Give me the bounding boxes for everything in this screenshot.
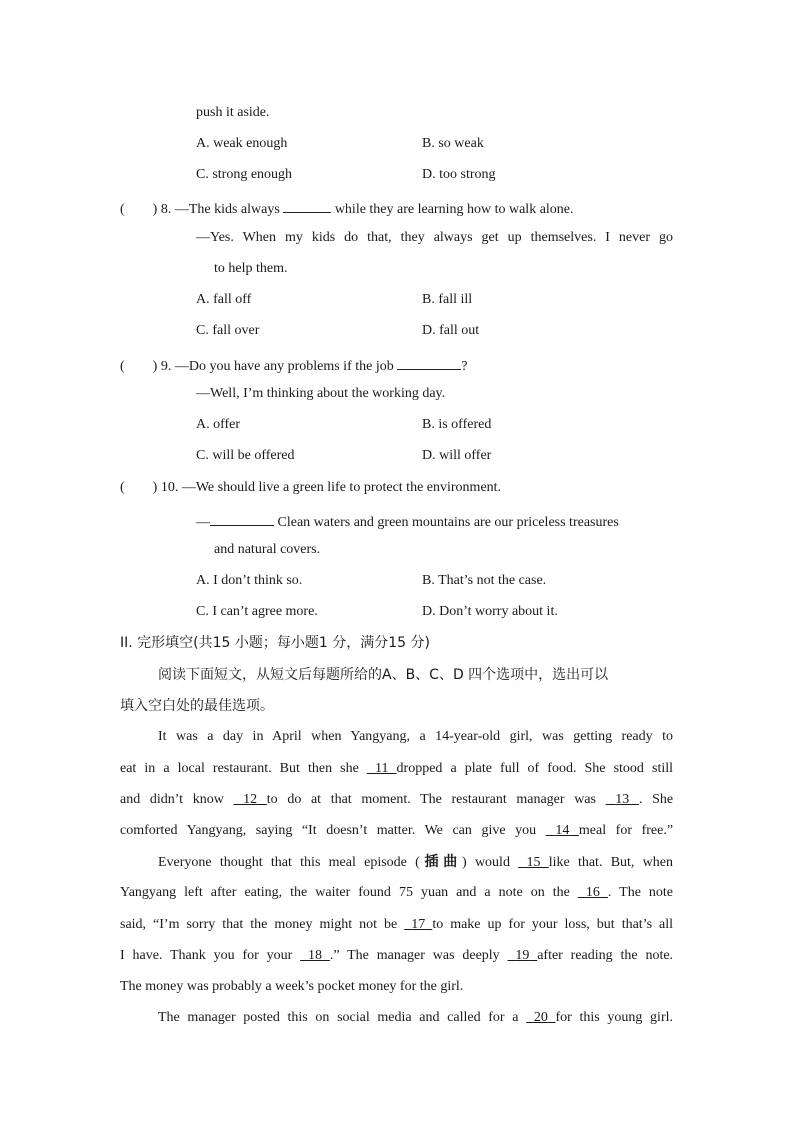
passage-text: to make up for your loss, but that’s all [432,917,674,932]
cloze-blank-15 [518,855,549,870]
cloze-number: 19 [515,948,530,963]
q7-option-a: A. weak enough [196,136,288,151]
cloze-blank-11 [367,761,397,776]
q8-stem-text-end: while they are learning how to walk alone. [334,202,574,217]
passage-line [158,1009,673,1027]
q8-option-d: D. fall out [422,323,480,338]
q9-option-a: A. offer [196,417,241,432]
cloze-number: 16 [585,885,600,900]
cloze-number: 13 [615,792,630,807]
passage-gloss: 插曲 [419,854,463,870]
q9-stem [120,354,467,376]
passage-text: . She [638,792,674,807]
passage-text: after reading the note. [537,948,674,963]
q10-option-a: A. I don’t think so. [196,573,303,588]
q8-stem [120,197,574,219]
passage-text: to do at that moment. The restaurant manager was [266,792,596,807]
passage-line [120,822,673,840]
q8-reply-line2: to help them. [214,261,288,276]
q8-reply-line1: —Yes. When my kids do that, they always get up themselves. I never go [196,230,673,245]
passage-text: . The note [607,885,674,900]
q10-reply-dash: — [196,515,210,530]
q9-stem-text-end: ? [461,359,468,374]
q8-option-c: C. fall over [196,323,260,338]
passage-line [158,853,673,872]
q10-reply-text: Clean waters and green mountains are our priceless treasures [277,515,619,530]
passage-text: .” The manager was deeply [329,948,500,963]
cloze-number: 20 [533,1010,548,1025]
cloze-number: 12 [243,792,258,807]
cloze-blank-20 [526,1010,555,1025]
q8-option-b: B. fall ill [422,292,473,307]
passage-line: It was a day in April when Yangyang, a 14-year-old girl, was getting ready to [158,729,673,744]
answer-paren: ( ) [120,480,158,495]
answer-blank [397,354,461,370]
cloze-blank-12 [233,792,266,807]
cloze-blank-18 [300,948,330,963]
q10-stem [120,479,501,497]
q10-option-c: C. I can’t agree more. [196,604,318,619]
passage-line [120,791,673,809]
answer-blank [210,510,274,526]
q9-stem-text: 9. —Do you have any problems if the job [160,359,394,374]
answer-paren: ( ) [120,359,158,374]
cloze-number: 14 [555,823,570,838]
cloze-number: 15 [526,855,541,870]
passage-text: said, “I’m sorry that the money might not be [120,917,398,932]
cloze-blank-14 [546,823,579,838]
q10-stem-text: 10. —We should live a green life to protect the environment. [160,480,502,495]
passage-text: for this young girl. [555,1010,674,1025]
q10-reply-line1 [196,510,673,532]
q7-option-b: B. so weak [422,136,484,151]
answer-blank [283,197,331,213]
q9-option-c: C. will be offered [196,448,295,463]
passage-text: like that. But, when [548,855,673,870]
section-heading: II. 完形填空(共15 小题；每小题1 分，满分15 分) [120,635,430,651]
cloze-blank-19 [508,948,538,963]
cloze-number: 11 [374,761,389,776]
passage-text: ) would [462,855,510,870]
q9-reply-line1: —Well, I’m thinking about the working day. [196,386,446,401]
q9-option-d: D. will offer [422,448,492,463]
passage-line [120,947,673,965]
passage-text: The manager posted this on social media and called for a [158,1010,519,1025]
section-instruction-line1: 阅读下面短文，从短文后每题所给的A、B、C、D 四个选项中，选出可以 [158,667,609,683]
passage-text: eat in a local restaurant. But then she [120,761,359,776]
cloze-blank-13 [606,792,639,807]
passage-line: The money was probably a week’s pocket money for the girl. [120,979,464,994]
cloze-number: 18 [307,948,322,963]
q9-option-b: B. is offered [422,417,492,432]
passage-text: dropped a plate full of food. She stood still [396,761,674,776]
cloze-blank-16 [578,885,608,900]
passage-text: comforted Yangyang, saying “It doesn’t matter. We can give you [120,823,537,838]
passage-text: meal for free.” [578,823,674,838]
q7-option-c: C. strong enough [196,167,293,182]
q7-stem-tail: push it aside. [196,105,270,120]
passage-text: I have. Thank you for your [120,948,293,963]
q10-option-b: B. That’s not the case. [422,573,547,588]
passage-text: Yangyang left after eating, the waiter found 75 yuan and a note on the [120,885,570,900]
answer-paren: ( ) [120,202,158,217]
passage-text: Everyone thought that this meal episode ( [158,855,420,870]
cloze-blank-17 [404,917,432,932]
q10-option-d: D. Don’t worry about it. [422,604,558,619]
passage-text: and didn’t know [120,792,224,807]
q8-option-a: A. fall off [196,292,252,307]
section-instruction-line2: 填入空白处的最佳选项。 [120,698,274,714]
passage-line [120,884,673,902]
q7-option-d: D. too strong [422,167,496,182]
passage-line [120,916,673,934]
passage-line [120,760,673,778]
cloze-number: 17 [411,917,426,932]
q10-reply-line2: and natural covers. [214,542,321,557]
q8-stem-text: 8. —The kids always [160,202,280,217]
